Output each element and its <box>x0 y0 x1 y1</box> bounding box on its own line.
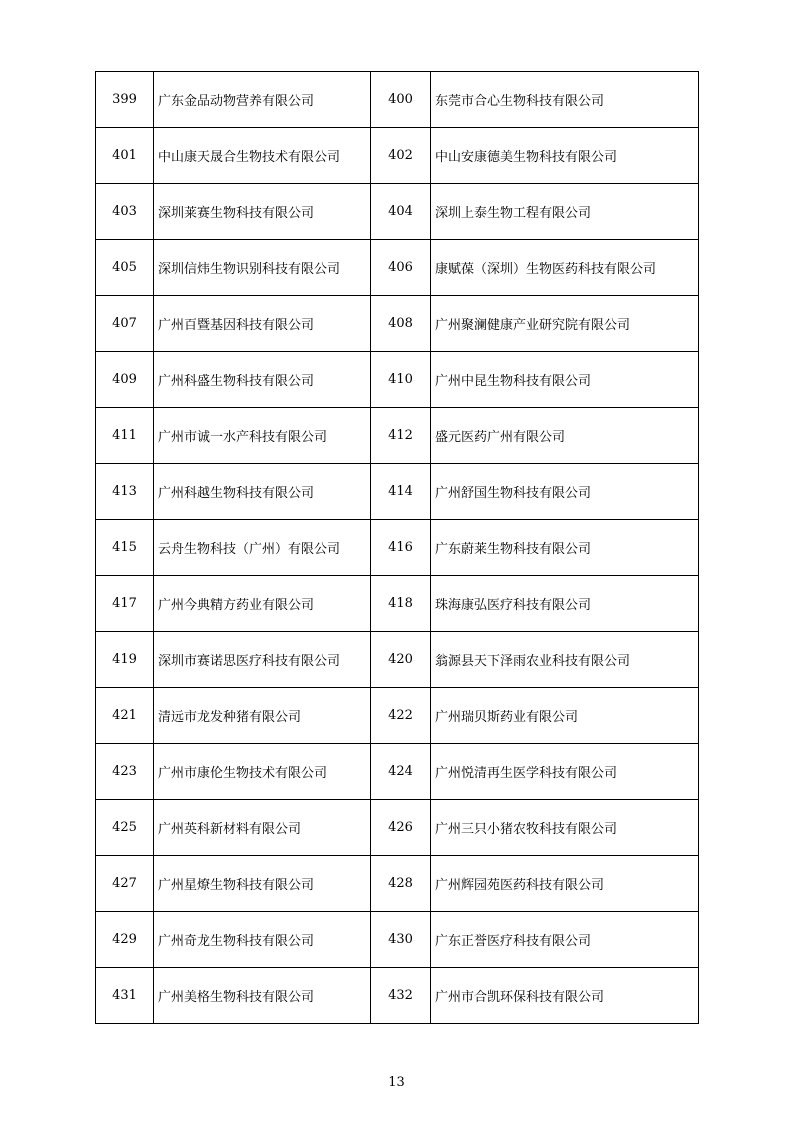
table-row <box>96 856 699 912</box>
left-index-cell: 427 <box>96 856 154 912</box>
left-index-cell: 421 <box>96 688 154 744</box>
table-row <box>96 632 699 688</box>
table-row <box>96 296 699 352</box>
right-company-name-cell: 翁源县天下泽雨农业科技有限公司 <box>431 632 699 688</box>
right-index-cell: 418 <box>371 576 431 632</box>
right-company-name-cell: 中山安康德美生物科技有限公司 <box>431 128 699 184</box>
table-row <box>96 688 699 744</box>
left-index-cell: 419 <box>96 632 154 688</box>
right-company-name-cell: 珠海康弘医疗科技有限公司 <box>431 576 699 632</box>
table-row <box>96 744 699 800</box>
left-company-name-cell: 广州科越生物科技有限公司 <box>154 464 371 520</box>
left-index-cell: 413 <box>96 464 154 520</box>
left-company-name-cell: 清远市龙发种猪有限公司 <box>154 688 371 744</box>
left-index-cell: 425 <box>96 800 154 856</box>
left-index-cell: 417 <box>96 576 154 632</box>
right-company-name-cell: 广州中昆生物科技有限公司 <box>431 352 699 408</box>
right-index-cell: 432 <box>371 968 431 1024</box>
left-company-name-cell: 广州市康伦生物技术有限公司 <box>154 744 371 800</box>
table-row <box>96 352 699 408</box>
left-index-cell: 431 <box>96 968 154 1024</box>
right-index-cell: 406 <box>371 240 431 296</box>
right-index-cell: 402 <box>371 128 431 184</box>
right-company-name-cell: 东莞市合心生物科技有限公司 <box>431 72 699 128</box>
right-company-name-cell: 广州舒国生物科技有限公司 <box>431 464 699 520</box>
right-index-cell: 422 <box>371 688 431 744</box>
left-company-name-cell: 深圳信炜生物识别科技有限公司 <box>154 240 371 296</box>
left-index-cell: 405 <box>96 240 154 296</box>
left-index-cell: 407 <box>96 296 154 352</box>
right-index-cell: 426 <box>371 800 431 856</box>
left-index-cell: 401 <box>96 128 154 184</box>
right-index-cell: 430 <box>371 912 431 968</box>
left-company-name-cell: 深圳莱赛生物科技有限公司 <box>154 184 371 240</box>
table-row <box>96 408 699 464</box>
left-company-name-cell: 广州英科新材料有限公司 <box>154 800 371 856</box>
right-company-name-cell: 盛元医药广州有限公司 <box>431 408 699 464</box>
table-row <box>96 968 699 1024</box>
right-index-cell: 420 <box>371 632 431 688</box>
table-row <box>96 72 699 128</box>
left-company-name-cell: 广州百暨基因科技有限公司 <box>154 296 371 352</box>
right-company-name-cell: 广州悦清再生医学科技有限公司 <box>431 744 699 800</box>
table-row <box>96 576 699 632</box>
company-list-table <box>95 71 699 1024</box>
right-index-cell: 408 <box>371 296 431 352</box>
left-index-cell: 403 <box>96 184 154 240</box>
right-index-cell: 410 <box>371 352 431 408</box>
table-row <box>96 912 699 968</box>
left-index-cell: 423 <box>96 744 154 800</box>
left-company-name-cell: 广州星燎生物科技有限公司 <box>154 856 371 912</box>
left-company-name-cell: 广州市诚一水产科技有限公司 <box>154 408 371 464</box>
table-row <box>96 240 699 296</box>
right-company-name-cell: 广东蔚莱生物科技有限公司 <box>431 520 699 576</box>
table-row <box>96 128 699 184</box>
table-row <box>96 184 699 240</box>
right-company-name-cell: 深圳上泰生物工程有限公司 <box>431 184 699 240</box>
left-index-cell: 415 <box>96 520 154 576</box>
table-row <box>96 464 699 520</box>
right-company-name-cell: 广州市合凯环保科技有限公司 <box>431 968 699 1024</box>
right-company-name-cell: 广州辉园苑医药科技有限公司 <box>431 856 699 912</box>
left-index-cell: 411 <box>96 408 154 464</box>
left-company-name-cell: 广州科盛生物科技有限公司 <box>154 352 371 408</box>
page-number: 13 <box>388 1075 405 1090</box>
left-company-name-cell: 深圳市赛诺思医疗科技有限公司 <box>154 632 371 688</box>
right-index-cell: 414 <box>371 464 431 520</box>
right-company-name-cell: 广州瑞贝斯药业有限公司 <box>431 688 699 744</box>
left-index-cell: 409 <box>96 352 154 408</box>
table-row <box>96 520 699 576</box>
left-company-name-cell: 广州美格生物科技有限公司 <box>154 968 371 1024</box>
table-row <box>96 800 699 856</box>
left-index-cell: 399 <box>96 72 154 128</box>
right-company-name-cell: 广州三只小猪农牧科技有限公司 <box>431 800 699 856</box>
right-company-name-cell: 康赋葆（深圳）生物医药科技有限公司 <box>431 240 699 296</box>
right-index-cell: 400 <box>371 72 431 128</box>
left-company-name-cell: 中山康天晟合生物技术有限公司 <box>154 128 371 184</box>
right-index-cell: 416 <box>371 520 431 576</box>
left-index-cell: 429 <box>96 912 154 968</box>
left-company-name-cell: 云舟生物科技（广州）有限公司 <box>154 520 371 576</box>
right-index-cell: 404 <box>371 184 431 240</box>
company-list-body <box>96 72 699 1024</box>
right-index-cell: 428 <box>371 856 431 912</box>
right-index-cell: 412 <box>371 408 431 464</box>
right-index-cell: 424 <box>371 744 431 800</box>
left-company-name-cell: 广东金品动物营养有限公司 <box>154 72 371 128</box>
left-company-name-cell: 广州奇龙生物科技有限公司 <box>154 912 371 968</box>
right-company-name-cell: 广州聚澜健康产业研究院有限公司 <box>431 296 699 352</box>
left-company-name-cell: 广州今典精方药业有限公司 <box>154 576 371 632</box>
right-company-name-cell: 广东正誉医疗科技有限公司 <box>431 912 699 968</box>
